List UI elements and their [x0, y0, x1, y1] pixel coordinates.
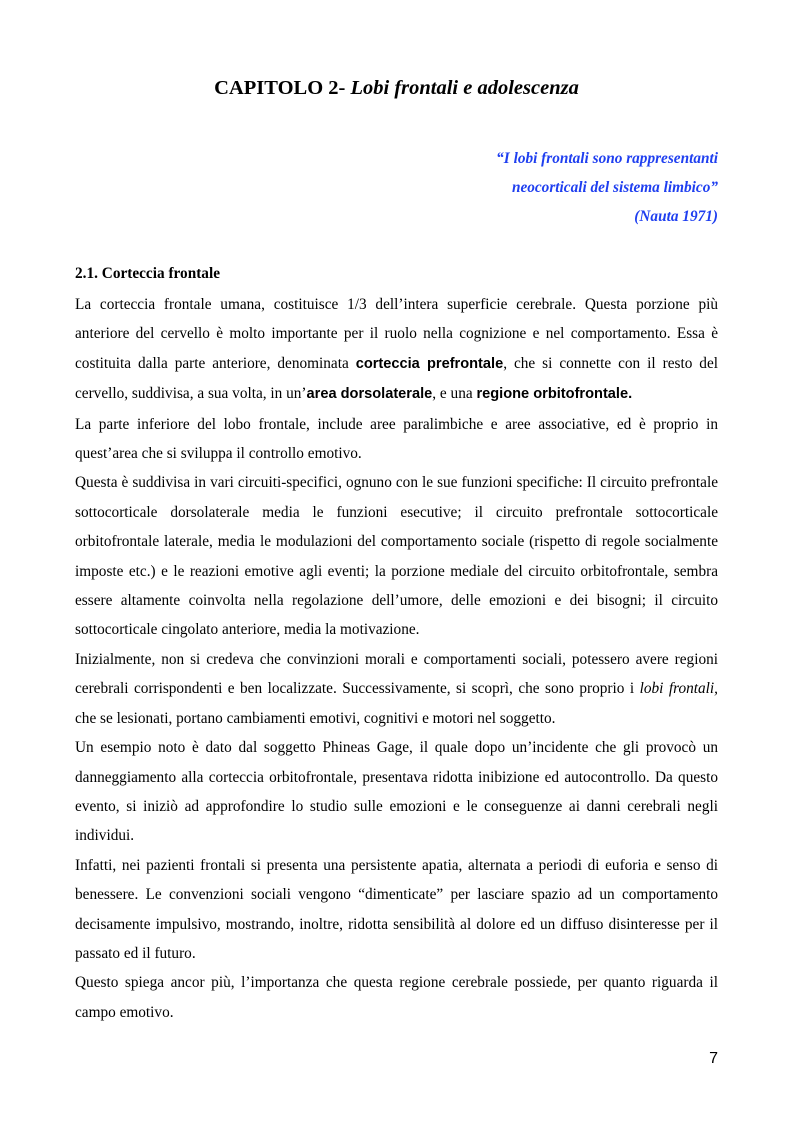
paragraph-1-text-c: , e una: [432, 385, 477, 403]
paragraph-6: Infatti, nei pazienti frontali si presenta una persistente apatia, alternata a periodi di euforia e senso di benessere. Le convenzioni sociali vengono “dimenticate” per lasciare spazio ad un comportamento decisamente impulsivo, mostrando, inoltre, ridotta sensibilità al dolore ed un diffuso disinteresse per il passato ed il futuro.: [75, 856, 718, 962]
paragraph-4-text-a: Inizialmente, non si credeva che convinzioni morali e comportamenti sociali, potessero avere regioni cerebrali corrispondenti e ben localizzate. Successivamente, si scoprì, che sono proprio i: [75, 650, 718, 698]
paragraph-1-text-a: La corteccia frontale umana, costituisce 1/3 dell’intera superficie cerebrale. Questa porzione più anteriore del cervello è molto importante per il ruolo nella cognizione e nel comportamento. Essa è costituita dalla parte anteriore, denominata: [75, 296, 718, 372]
section-heading: 2.1. Corteccia frontale: [75, 265, 220, 282]
chapter-title: [0, 76, 793, 100]
epigraph-citation: (Nauta 1971): [634, 208, 718, 225]
paragraph-1-text-b: , che si connette con il resto del cervello, suddivisa, a sua volta, in un’: [75, 354, 718, 403]
paragraph-1: [75, 290, 718, 410]
paragraph-4-text-b: che se lesionati, portano cambiamenti emotivi, cognitivi e motori nel soggetto.: [75, 709, 556, 727]
page-number: 7: [709, 1050, 718, 1067]
paragraph-7: Questo spiega ancor più, l’importanza che questa regione cerebrale possiede, per quanto riguarda il campo emotivo.: [75, 974, 718, 1021]
term-lobi-frontali: lobi frontali,: [639, 680, 719, 698]
section-body: [75, 290, 718, 1027]
epigraph-line-2: neocorticali del sistema limbico”: [511, 179, 718, 196]
epigraph-line-1: “I lobi frontali sono rappresentanti: [496, 150, 718, 167]
term-corteccia-prefrontale: corteccia prefrontale: [355, 355, 504, 372]
chapter-label: CAPITOLO 2-: [214, 77, 346, 99]
paragraph-2: La parte inferiore del lobo frontale, include aree paralimbiche e aree associative, ed è proprio in quest’area che si sviluppa il controllo emotivo.: [75, 415, 718, 463]
paragraph-5: Un esempio noto è dato dal soggetto Phineas Gage, il quale dopo un’incidente che gli provocò un danneggiamento alla corteccia orbitofrontale, presentava ridotta inibizione ed autocontrollo. Da questo evento, si iniziò ad approfondire lo studio sulle emozioni e le conseguenze ai danni cerebrali negli individui.: [75, 739, 718, 845]
term-area-dorsolaterale: area dorsolaterale: [306, 386, 433, 403]
paragraph-3: Questa è suddivisa in vari circuiti-specifici, ognuno con le sue funzioni specifiche: Il circuito prefrontale sottocorticale dorsolaterale media le funzioni esecutive; il circuito prefrontale sottocorticale orbitofrontale laterale, media le modulazioni del comportamento sociale (rispetto di regole socialmente imposte etc.) e le reazioni emotive agli eventi; la porzione mediale del circuito orbitofrontale, sembra essere altamente coinvolta nella regolazione dell’umore, delle emozioni e dei bisogni; il circuito sottocorticale cingolato anteriore, media la motivazione.: [75, 474, 718, 639]
term-regione-orbitofrontale: regione orbitofrontale.: [476, 386, 633, 403]
epigraph-quote: [496, 144, 718, 231]
chapter-subtitle: Lobi frontali e adolescenza: [350, 77, 579, 99]
paragraph-4: [75, 645, 718, 733]
